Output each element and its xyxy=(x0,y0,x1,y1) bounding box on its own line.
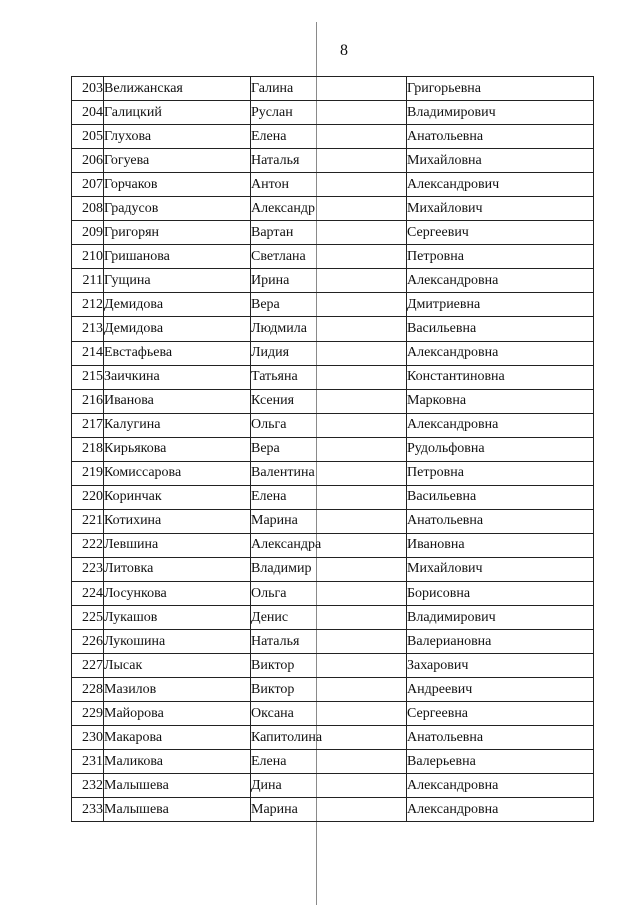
row-number: 203 xyxy=(72,77,104,101)
first-name: Наталья xyxy=(251,630,407,654)
first-name: Вера xyxy=(251,437,407,461)
table-row xyxy=(72,750,594,774)
table-row xyxy=(72,606,594,630)
table-row xyxy=(72,149,594,173)
table-row xyxy=(72,533,594,557)
row-number: 228 xyxy=(72,678,104,702)
last-name: Малышева xyxy=(104,774,251,798)
first-name: Наталья xyxy=(251,149,407,173)
patronymic: Рудольфовна xyxy=(407,437,594,461)
row-number: 219 xyxy=(72,461,104,485)
first-name: Лидия xyxy=(251,341,407,365)
last-name: Мазилов xyxy=(104,678,251,702)
table-row xyxy=(72,461,594,485)
row-number: 218 xyxy=(72,437,104,461)
row-number: 223 xyxy=(72,557,104,581)
first-name: Людмила xyxy=(251,317,407,341)
patronymic: Михайловна xyxy=(407,149,594,173)
row-number: 215 xyxy=(72,365,104,389)
first-name: Татьяна xyxy=(251,365,407,389)
patronymic: Андреевич xyxy=(407,678,594,702)
page-number: 8 xyxy=(340,42,348,59)
row-number: 216 xyxy=(72,389,104,413)
last-name: Лукашов xyxy=(104,606,251,630)
patronymic: Михайлович xyxy=(407,557,594,581)
table-row xyxy=(72,630,594,654)
table-row xyxy=(72,221,594,245)
patronymic: Васильевна xyxy=(407,317,594,341)
first-name: Вера xyxy=(251,293,407,317)
patronymic: Александровна xyxy=(407,269,594,293)
first-name: Антон xyxy=(251,173,407,197)
last-name: Григорян xyxy=(104,221,251,245)
last-name: Демидова xyxy=(104,293,251,317)
row-number: 222 xyxy=(72,533,104,557)
first-name: Александр xyxy=(251,197,407,221)
table-row xyxy=(72,245,594,269)
row-number: 220 xyxy=(72,485,104,509)
patronymic: Константиновна xyxy=(407,365,594,389)
first-name: Елена xyxy=(251,750,407,774)
last-name: Градусов xyxy=(104,197,251,221)
patronymic: Сергеевич xyxy=(407,221,594,245)
row-number: 207 xyxy=(72,173,104,197)
first-name: Руслан xyxy=(251,101,407,125)
last-name: Велижанская xyxy=(104,77,251,101)
row-number: 217 xyxy=(72,413,104,437)
table-row xyxy=(72,437,594,461)
patronymic: Захарович xyxy=(407,654,594,678)
last-name: Малышева xyxy=(104,798,251,822)
first-name: Виктор xyxy=(251,678,407,702)
table-row xyxy=(72,341,594,365)
first-name: Марина xyxy=(251,798,407,822)
patronymic: Михайлович xyxy=(407,197,594,221)
patronymic: Александрович xyxy=(407,173,594,197)
first-name: Ксения xyxy=(251,389,407,413)
last-name: Кирьякова xyxy=(104,437,251,461)
table-row xyxy=(72,365,594,389)
row-number: 206 xyxy=(72,149,104,173)
names-table-body xyxy=(72,77,594,822)
row-number: 209 xyxy=(72,221,104,245)
table-row xyxy=(72,774,594,798)
row-number: 205 xyxy=(72,125,104,149)
patronymic: Васильевна xyxy=(407,485,594,509)
patronymic: Анатольевна xyxy=(407,125,594,149)
first-name: Виктор xyxy=(251,654,407,678)
row-number: 230 xyxy=(72,726,104,750)
last-name: Гогуева xyxy=(104,149,251,173)
last-name: Иванова xyxy=(104,389,251,413)
patronymic: Александровна xyxy=(407,341,594,365)
last-name: Демидова xyxy=(104,317,251,341)
row-number: 232 xyxy=(72,774,104,798)
last-name: Литовка xyxy=(104,557,251,581)
table-row xyxy=(72,798,594,822)
last-name: Заичкина xyxy=(104,365,251,389)
patronymic: Александровна xyxy=(407,413,594,437)
table-row xyxy=(72,726,594,750)
table-row xyxy=(72,678,594,702)
patronymic: Ивановна xyxy=(407,533,594,557)
first-name: Ольга xyxy=(251,581,407,605)
table-row xyxy=(72,317,594,341)
table-row xyxy=(72,101,594,125)
patronymic: Сергеевна xyxy=(407,702,594,726)
last-name: Лысак xyxy=(104,654,251,678)
first-name: Оксана xyxy=(251,702,407,726)
last-name: Коринчак xyxy=(104,485,251,509)
table-row xyxy=(72,293,594,317)
last-name: Макарова xyxy=(104,726,251,750)
first-name: Валентина xyxy=(251,461,407,485)
row-number: 214 xyxy=(72,341,104,365)
last-name: Глухова xyxy=(104,125,251,149)
row-number: 226 xyxy=(72,630,104,654)
first-name: Капитолина xyxy=(251,726,407,750)
first-name: Елена xyxy=(251,125,407,149)
table-row xyxy=(72,509,594,533)
row-number: 224 xyxy=(72,581,104,605)
row-number: 227 xyxy=(72,654,104,678)
table-row xyxy=(72,413,594,437)
names-table xyxy=(71,76,594,822)
table-row xyxy=(72,654,594,678)
patronymic: Дмитриевна xyxy=(407,293,594,317)
last-name: Горчаков xyxy=(104,173,251,197)
patronymic: Петровна xyxy=(407,461,594,485)
patronymic: Борисовна xyxy=(407,581,594,605)
patronymic: Петровна xyxy=(407,245,594,269)
first-name: Елена xyxy=(251,485,407,509)
last-name: Лосункова xyxy=(104,581,251,605)
patronymic: Александровна xyxy=(407,774,594,798)
row-number: 229 xyxy=(72,702,104,726)
patronymic: Марковна xyxy=(407,389,594,413)
patronymic: Анатольевна xyxy=(407,726,594,750)
table-row xyxy=(72,485,594,509)
row-number: 225 xyxy=(72,606,104,630)
first-name: Марина xyxy=(251,509,407,533)
first-name: Денис xyxy=(251,606,407,630)
last-name: Майорова xyxy=(104,702,251,726)
patronymic: Владимирович xyxy=(407,101,594,125)
row-number: 231 xyxy=(72,750,104,774)
last-name: Калугина xyxy=(104,413,251,437)
last-name: Гущина xyxy=(104,269,251,293)
last-name: Евстафьева xyxy=(104,341,251,365)
patronymic: Григорьевна xyxy=(407,77,594,101)
row-number: 213 xyxy=(72,317,104,341)
first-name: Ирина xyxy=(251,269,407,293)
first-name: Ольга xyxy=(251,413,407,437)
first-name: Александра xyxy=(251,533,407,557)
table-row xyxy=(72,173,594,197)
row-number: 211 xyxy=(72,269,104,293)
last-name: Лукошина xyxy=(104,630,251,654)
first-name: Дина xyxy=(251,774,407,798)
first-name: Вартан xyxy=(251,221,407,245)
row-number: 221 xyxy=(72,509,104,533)
table-row xyxy=(72,389,594,413)
patronymic: Александровна xyxy=(407,798,594,822)
row-number: 208 xyxy=(72,197,104,221)
last-name: Левшина xyxy=(104,533,251,557)
last-name: Гришанова xyxy=(104,245,251,269)
last-name: Галицкий xyxy=(104,101,251,125)
table-row xyxy=(72,125,594,149)
first-name: Светлана xyxy=(251,245,407,269)
table-row xyxy=(72,197,594,221)
table-row xyxy=(72,702,594,726)
patronymic: Валериановна xyxy=(407,630,594,654)
patronymic: Валерьевна xyxy=(407,750,594,774)
row-number: 212 xyxy=(72,293,104,317)
last-name: Маликова xyxy=(104,750,251,774)
last-name: Котихина xyxy=(104,509,251,533)
table-row xyxy=(72,77,594,101)
row-number: 210 xyxy=(72,245,104,269)
first-name: Владимир xyxy=(251,557,407,581)
table-row xyxy=(72,269,594,293)
patronymic: Анатольевна xyxy=(407,509,594,533)
last-name: Комиссарова xyxy=(104,461,251,485)
first-name: Галина xyxy=(251,77,407,101)
table-row xyxy=(72,581,594,605)
table-row xyxy=(72,557,594,581)
patronymic: Владимирович xyxy=(407,606,594,630)
row-number: 233 xyxy=(72,798,104,822)
row-number: 204 xyxy=(72,101,104,125)
